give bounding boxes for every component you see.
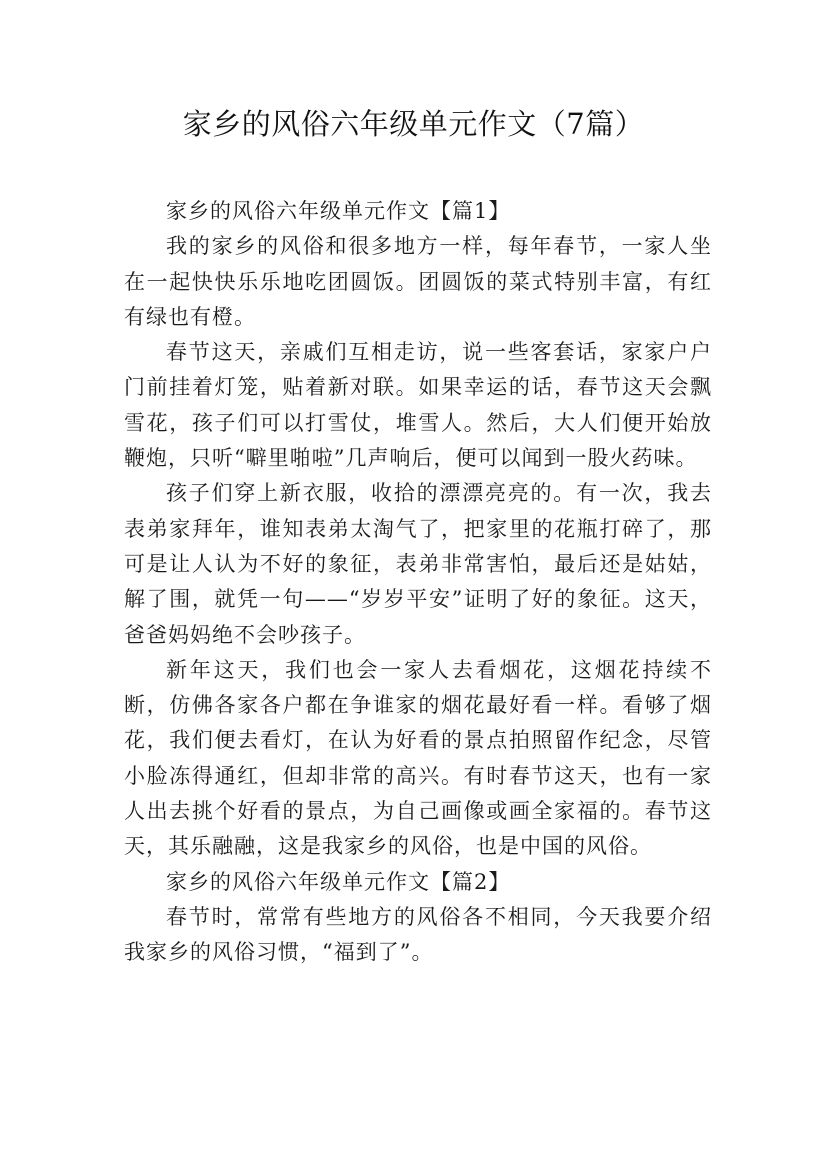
section-heading-1: 家乡的风俗六年级单元作文【篇1】 xyxy=(166,199,511,223)
section-heading-2: 家乡的风俗六年级单元作文【篇2】 xyxy=(166,869,511,894)
paragraph-4: 新年这天，我们也会一家人去看烟花，这烟花持续不断，仿佛各家各户都在争谁家的烟花最好看一样。看够了烟花，我们便去看灯，在认为好看的景点拍照留作纪念，尽管小脸冻得通红，但却非常的高兴。有时春节这天，也有一家人出去挑个好看的景点，为自己画像或画全家福的。春节这天，其乐融融，这是我家乡的风俗，也是中国的风俗。 xyxy=(124,657,712,859)
document-title: 家乡的风俗六年级单元作文（7篇） xyxy=(182,107,645,141)
paragraph-5: 春节时，常常有些地方的风俗各不相同，今天我要介绍我家乡的风俗习惯，“福到了”。 xyxy=(124,904,712,965)
paragraph-3: 孩子们穿上新衣服，收拾的漂漂亮亮的。有一次，我去表弟家拜年，谁知表弟太淘气了，把家里的花瓶打碎了，那可是让人认为不好的象征，表弟非常害怕，最后还是姑姑，解了围，就凭一句——“岁岁平安”证明了好的象征。这天，爸爸妈妈绝不会吵孩子。 xyxy=(124,481,712,647)
paragraph-1: 我的家乡的风俗和很多地方一样，每年春节，一家人坐在一起快快乐乐地吃团圆饭。团圆饭的菜式特别丰富，有红有绿也有橙。 xyxy=(124,234,712,329)
paragraph-2: 春节这天，亲戚们互相走访，说一些客套话，家家户户门前挂着灯笼，贴着新对联。如果幸运的话，春节这天会飘雪花，孩子们可以打雪仗，堆雪人。然后，大人们便开始放鞭炮，只听“噼里啪啦”几声响后，便可以闻到一股火药味。 xyxy=(124,340,712,471)
document-body xyxy=(124,194,712,971)
